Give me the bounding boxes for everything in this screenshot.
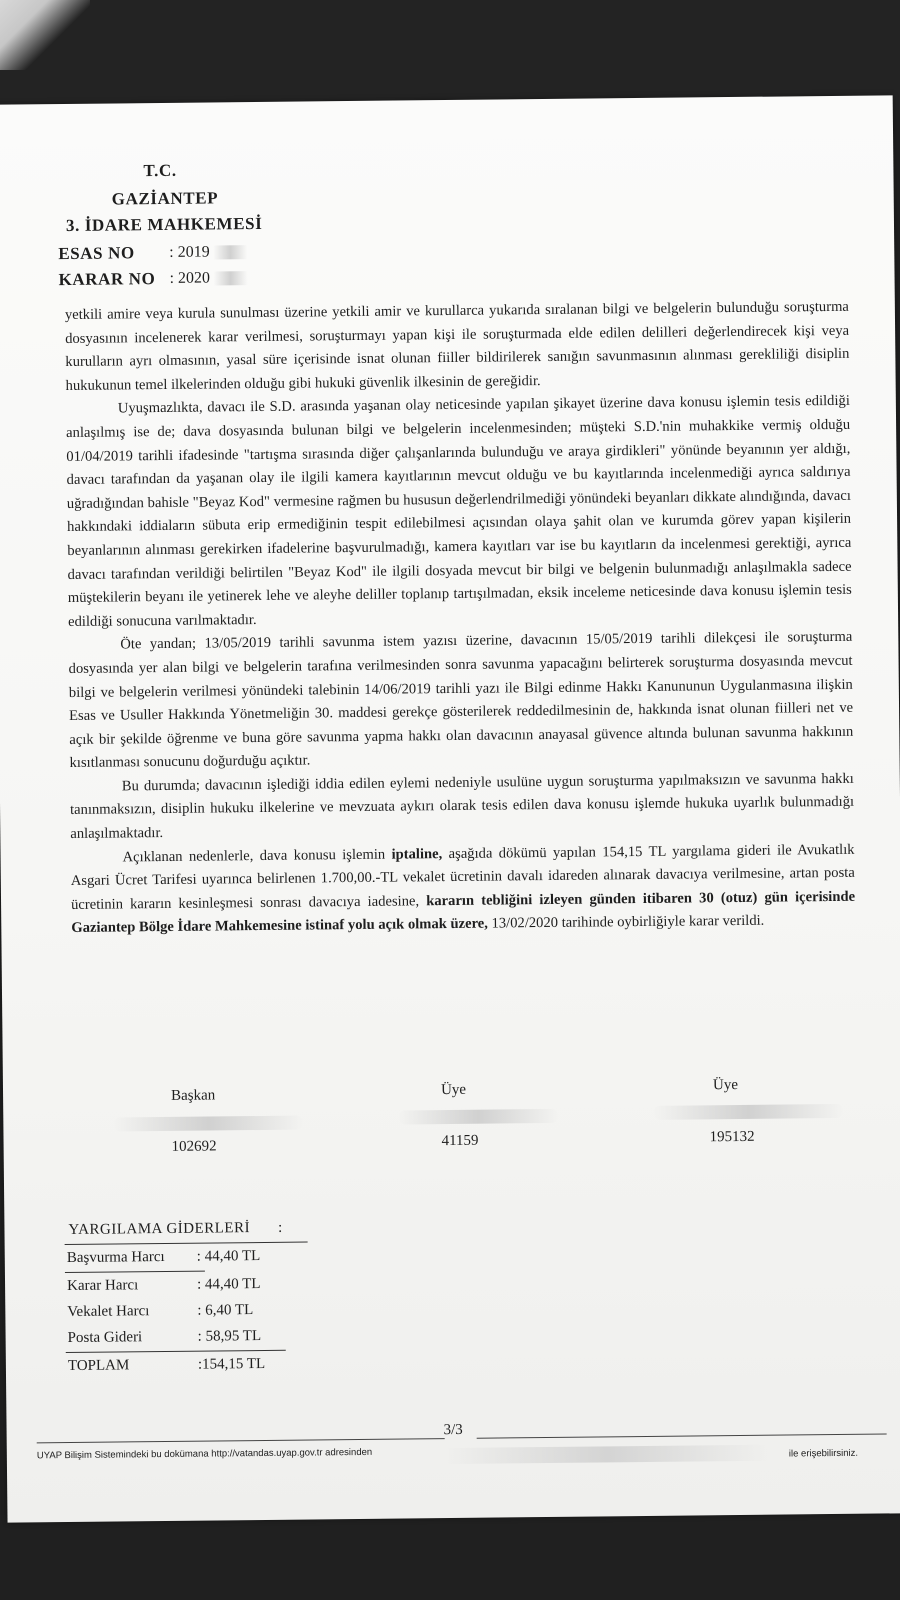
footer-rule-right	[477, 1433, 887, 1438]
footer-rule-left	[37, 1438, 445, 1443]
karar-label: KARAR NO	[58, 269, 156, 290]
paragraph-5: Açıklanan nedenlerle, dava konusu işlemin iptaline, aşağıda dökümü yapılan 154,15 TL yargılama gideri ile Avukatlık Asgari Ücret Tarifesi uyarınca belirlenen 1.700,00.-TL vekalet ücretinin davalı idareden alınarak davacıya verilmesine, artan posta ücretinin kararın kesinleşmesi sonrası davacıya iadesine, kararın tebliğini izleyen günden itibaren 30 (otuz) gün içerisinde Gaziantep Bölge İdare Mahkemesine istinaf yolu açık olmak üzere, 13/02/2020 tarihinde oybirliğiyle karar verildi.	[70, 841, 856, 937]
signature-name-redacted-3	[653, 1104, 843, 1120]
cost-row: Vekalet Harcı : 6,40 TL	[67, 1302, 254, 1321]
header-country: T.C.	[143, 160, 177, 181]
cost-total-row: TOPLAM :154,15 TL	[67, 1355, 266, 1375]
signature-number-3: 195132	[709, 1128, 755, 1146]
cost-row: Karar Harcı : 44,40 TL	[66, 1276, 261, 1295]
document-header	[0, 102, 295, 305]
costs-title-underline	[65, 1242, 308, 1246]
footer-note: UYAP Bilişim Sistemindeki bu dokümana http://vatandas.uyap.gov.tr adresinden	[36, 1446, 373, 1462]
paragraph-3: Öte yandan; 13/05/2019 tarihli savunma istem yazısı üzerine, davacının 15/05/2019 tarihli dilekçesi ile soruşturma dosyasında yer alan bilgi ve belgelerin tarafına verilmesinden sonra savunma yapacağını belirterek soruşturma dosyasında mevcut bilgi ve belgelerin verilmesi yönündeki talebinin 14/06/2019 tarihli yazı ile Bilgi edinme Hakkı Kanununun Uygulanmasına ilişkin Esas ve Usuller Hakkında Yönetmeliğin 30. maddesi gerekçe gösterilerek reddedilmesinin de, hakkında isnat olunan fiilleri net ve açık bir şekilde öğrenme ve buna göre savunma yapma hakkı olan davacının anayasal güvence altında bulunan savunma hakkının kısıtlanması sonucunu doğurduğu açıktır.	[68, 629, 854, 772]
karar-value: : 2020	[169, 269, 248, 288]
page-number: 3/3	[443, 1421, 463, 1439]
signature-number-1: 102692	[171, 1138, 217, 1155]
signature-title-2: Üye	[440, 1081, 467, 1099]
footer-end: ile erişebilirsiniz.	[788, 1447, 859, 1460]
header-court: 3. İDARE MAHKEMESİ	[65, 213, 263, 235]
footer-redacted	[447, 1445, 767, 1464]
background-corner	[0, 0, 90, 70]
header-city: GAZİANTEP	[111, 188, 219, 209]
paragraph-2: Uyuşmazlıkta, davacı ile S.D. arasında yaşanan olay neticesinde yapılan şikayet üzerine dava konusu işlemin tesis edildiği anlaşılmış ise de; dava dosyasında bulunan bilgi ve belgelerin incelenmesinden; müşteki S.D.'nin muhakkike vermiş olduğu 01/04/2019 tarihli ifadesinde "tartışma sırasında diğer çalışanlarında bulunduğu ve araya girdikleri" yönünde beyanının yer aldığı, davacı tarafından da yaşanan olay ile ilgili kamera kayıtlarının mevcut olduğu ve bu kayıtlarında incelenmediği ayrıca saldırıya uğradığından bahisle "Beyaz Kod" vermesine rağmen bu hususun değerlendrilmediği yönündeki beyanları dikkate alındığında, davacı hakkındaki iddiaların sübuta erip ermediğinin tespit edilebilmesi açısından olaya şahit olan ve kurumda görev yapan kişilerin beyanlarının alınması gerekirken ifadelerine başvurulmadığı, kamera kayıtları var ise bu kayıtların da incelenmesi gerektiği, ayrıca davacı tarafından verildiği belirtilen "Beyaz Kod" ile ilgili dosyada mevcut bir bilgi ve belgenin bulunmadığı anlaşılmakla sadece müştekilerin beyanı ile yetinerek lehe ve aleyhe deliller toplanıp tartışılmadan, eksik inceleme neticesinde dava konusu işlemin tesis edildiği sonucuna varılmaktadır.	[66, 393, 852, 630]
cost-row: Başvurma Harcı : 44,40 TL	[66, 1248, 261, 1267]
paragraph-4: Bu durumda; davacının işlediği iddia edilen eylemi nedeniyle usulüne uygun soruşturma yapılmaksızın ve savunma hakkı tanınmaksızın, disiplin hukuku ilkelerine ve mevzuata aykırı olarak tesis edilen dava konusu işlemde hukuka uyarlık bulunmadığı anlaşılmaktadır.	[70, 770, 855, 843]
paragraph-1: yetkili amire veya kurula sunulması üzerine yetkili amir ve kurullarca yukarıda sıralanan bilgi ve belgelerin bulunduğu soruşturma dosyasının incelenerek karar verilmesi, soruşturmayı yapan kişi ile soruşturmada elde edilen delilleri değerlendirecek kişi veya kurulların ayrı olmasının, yasal süre içerisinde isnat olunan fiiller bildirilerek sanığın savunmasının alınması gerekliliği disiplin hukukunun temel ilkelerinden olduğu gibi hukuki güvenlik ilkesinin de gereğidir.	[64, 298, 850, 394]
decision-text	[65, 296, 856, 941]
costs-title: YARGILAMA GİDERLERİ :	[68, 1219, 283, 1239]
esas-value: : 2019	[169, 243, 248, 262]
document-page	[0, 95, 900, 1522]
background-bottom	[0, 1515, 900, 1600]
signature-name-redacted-2	[398, 1109, 558, 1125]
signature-name-redacted-1	[113, 1116, 303, 1132]
cost-row: Posta Gideri : 58,95 TL	[67, 1328, 262, 1347]
signature-number-2: 41159	[441, 1132, 479, 1150]
signature-title-3: Üye	[712, 1077, 739, 1094]
signature-title-1: Başkan	[170, 1087, 216, 1104]
background-top	[0, 0, 900, 110]
cost-row-underline	[65, 1271, 205, 1273]
costs-table	[64, 1219, 314, 1375]
esas-label: ESAS NO	[58, 243, 135, 264]
